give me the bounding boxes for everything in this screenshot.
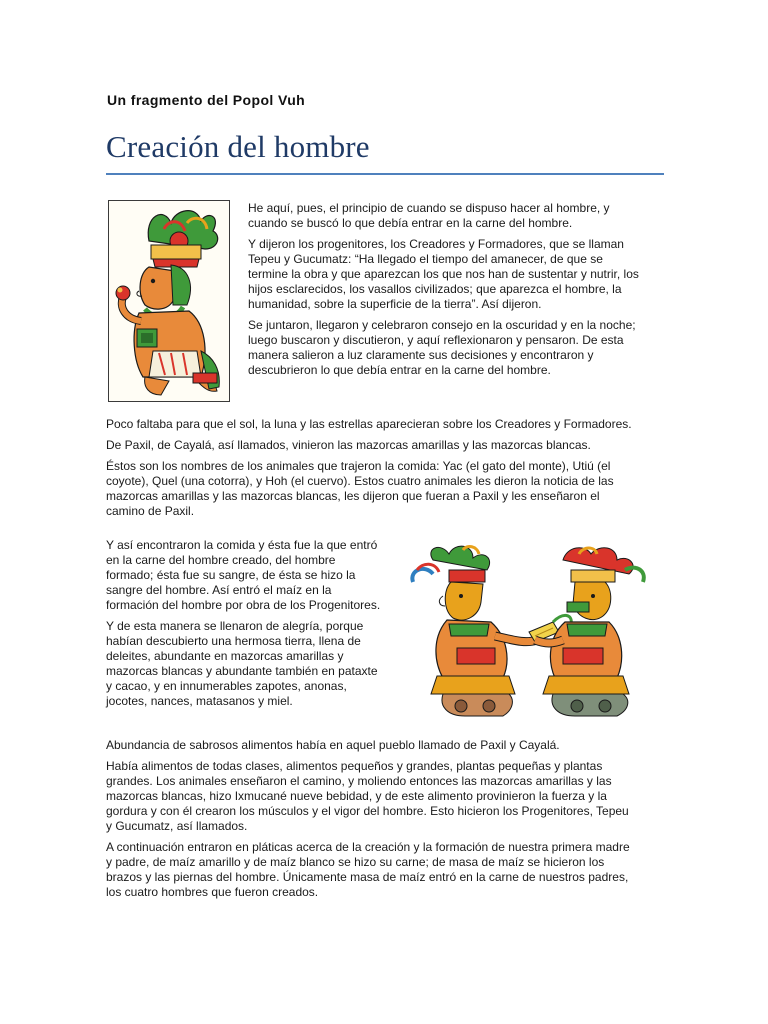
text-line: grandes. Los animales enseñaron el camino, y moliendo entonces las mazorcas amarillas y las <box>106 774 612 788</box>
text-line: cuando se buscó lo que debía entrar en la carne del hombre. <box>248 216 573 230</box>
closing-paragraph-3 <box>106 840 666 900</box>
text-line: mazorcas blancas y abundante también en pataxte <box>106 664 378 678</box>
text-line: Había alimentos de todas clases, alimentos pequeños y grandes, plantas pequeñas y plantas <box>106 759 603 773</box>
mayan-figure-illustration <box>108 200 230 402</box>
text-line: formación del hombre por obra de los Progenitores. <box>106 598 381 612</box>
closing-paragraph-1: Abundancia de sabrosos alimentos había en aquel pueblo llamado de Paxil y Cayalá. <box>106 738 560 752</box>
text-line: brazos y las piernas del hombre. Únicamente masa de maíz entró en la carne de nuestros padres, <box>106 870 629 884</box>
closing-paragraph-2 <box>106 759 666 834</box>
text-line: manera salieron a luz claramente sus decisiones y encontraron y <box>248 348 594 362</box>
document-subtitle: Un fragmento del Popol Vuh <box>107 92 306 108</box>
text-line: termine la obra y que aparezcan los que nos han de sustentar y nutrir, los <box>248 267 639 281</box>
document-title: Creación del hombre <box>106 129 370 164</box>
text-line: coyote), Quel (una cotorra), y Hoh (el cuervo). Estos cuatro animales les dieron la noticia de las <box>106 474 614 488</box>
text-line: y Gucumatz, así llamados. <box>106 819 248 833</box>
middle-text <box>106 417 666 519</box>
intro-paragraph-1 <box>248 201 668 231</box>
text-line: humanidad, sobre la superficie de la tierra”. Así dijeron. <box>248 297 542 311</box>
middle-paragraph-2: De Paxil, de Cayalá, así llamados, vinieron las mazorcas amarillas y las mazorcas blancas. <box>106 438 591 452</box>
text-line: hijos esclarecidos, los vasallos civilizados; que aparezca el hombre, la <box>248 282 622 296</box>
text-line: gordura y con él crearon los músculos y el vigor del hombre. Esto hicieron los Progenitores, Tepeu <box>106 804 629 818</box>
title-underline <box>106 173 664 175</box>
text-line: formado; ésta fue su sangre, de ésta se hizo la <box>106 568 356 582</box>
text-line: Y dijeron los progenitores, los Creadores y Formadores, que se llaman <box>248 237 624 251</box>
text-line: los cuatro hombres que fueron creados. <box>106 885 319 899</box>
text-line: luego buscaron y discutieron, y aquí reflexionaron y pensaron. De esta <box>248 333 624 347</box>
text-line: camino de Paxil. <box>106 504 195 518</box>
intro-text <box>248 201 668 378</box>
intro-paragraph-3 <box>248 318 668 378</box>
text-line: habían descubierto una hermosa tierra, llena de <box>106 634 361 648</box>
middle-paragraph-1: Poco faltaba para que el sol, la luna y las estrellas aparecieran sobre los Creadores y Formadores. <box>106 417 632 431</box>
text-line: A continuación entraron en pláticas acerca de la creación y la formación de nuestra primera madre <box>106 840 630 854</box>
text-line: Y de esta manera se llenaron de alegría, porque <box>106 619 364 633</box>
text-line: sangre del hombre. Así entró el maíz en la <box>106 583 332 597</box>
text-line: jocotes, nances, matasanos y miel. <box>106 694 293 708</box>
text-line: mazorcas amarillas y las mazorcas blancas, les dijeron que fueran a Paxil y les enseñaron el <box>106 489 600 503</box>
two-mayan-figures-illustration <box>403 540 651 728</box>
middle-paragraph-3 <box>106 459 666 519</box>
intro-paragraph-2 <box>248 237 668 312</box>
text-line: He aquí, pues, el principio de cuando se dispuso hacer al hombre, y <box>248 201 610 215</box>
text-line: mazorcas blancas, hizo Ixmucané nueve bebidad, y de este alimento provinieron la fuerza y la <box>106 789 607 803</box>
text-line: Se juntaron, llegaron y celebraron consejo en la oscuridad y en la noche; <box>248 318 636 332</box>
text-line: en la carne del hombre creado, del hombre <box>106 553 336 567</box>
text-line: Éstos son los nombres de los animales que trajeron la comida: Yac (el gato del monte), Utiú (el <box>106 459 611 473</box>
left-paragraph-2 <box>106 619 402 709</box>
text-line: y padre, de maíz amarillo y de maíz blanco se hizo su carne; de masa de maíz se hicieron los <box>106 855 605 869</box>
text-line: Tepeu y Gucumatz: “Ha llegado el tiempo del amanecer, de que se <box>248 252 603 266</box>
text-line: Y así encontraron la comida y ésta fue la que entró <box>106 538 378 552</box>
left-column-text <box>106 538 402 709</box>
left-paragraph-1 <box>106 538 402 613</box>
text-line: deleites, abundante en mazorcas amarillas y <box>106 649 344 663</box>
closing-text <box>106 738 666 900</box>
text-line: y cacao, y en innumerables zapotes, anonas, <box>106 679 347 693</box>
text-line: descubrieron lo que debía entrar en la carne del hombre. <box>248 363 551 377</box>
